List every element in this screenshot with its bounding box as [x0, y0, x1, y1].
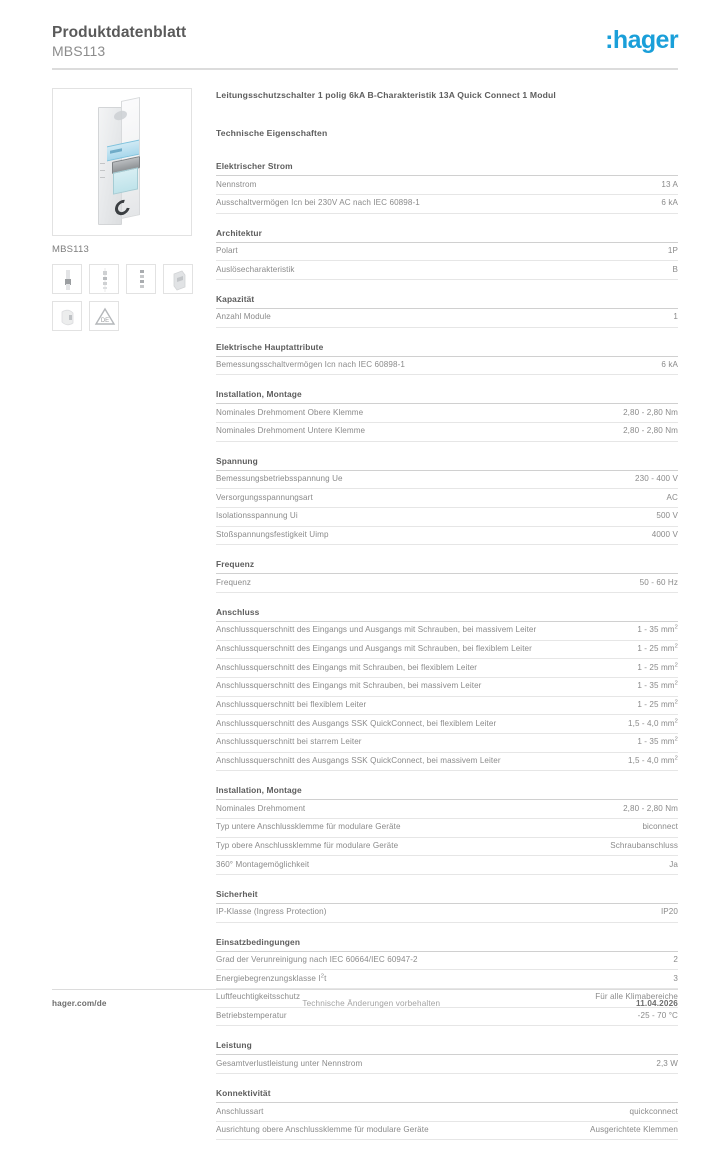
spec-row — [216, 904, 678, 923]
spec-row — [216, 659, 678, 678]
spec-label: Anschlussquerschnitt des Eingangs mit Schrauben, bei flexiblem Leiter — [216, 662, 478, 672]
spec-value: 6 kA — [661, 360, 678, 370]
spec-label: Anschlussquerschnitt des Eingangs und Ausgangs mit Schrauben, bei flexiblem Leiter — [216, 644, 532, 654]
spec-value: quickconnect — [629, 1106, 678, 1116]
spec-label: Anschlussquerschnitt des Ausgangs SSK QuickConnect, bei massivem Leiter — [216, 756, 501, 766]
spec-section-title: Leistung — [216, 1040, 678, 1055]
spec-value: 13 A — [661, 179, 678, 189]
product-description: Leitungsschutzschalter 1 polig 6kA B-Charakteristik 13A Quick Connect 1 Modul — [216, 90, 556, 100]
technical-properties-heading: Technische Eigenschaften — [216, 128, 328, 139]
header-divider — [52, 68, 678, 70]
spec-row — [216, 819, 678, 838]
spec-row — [216, 243, 678, 262]
spec-row — [216, 952, 678, 971]
spec-section — [216, 389, 678, 441]
product-image — [52, 88, 192, 236]
spec-label: Nominales Drehmoment Untere Klemme — [216, 426, 366, 436]
spec-row — [216, 471, 678, 490]
spec-value: 1 - 25 $mm^2$ — [637, 699, 678, 710]
spec-value: 1 - 25 $mm^2$ — [637, 662, 678, 672]
spec-value: 2,80 - 2,80 Nm — [623, 803, 678, 813]
thumb-dimension-drawing[interactable] — [89, 264, 119, 294]
spec-label: Energiebegrenzungsklasse $I^2t$ — [216, 973, 327, 983]
circuit-breaker-illustration — [98, 101, 142, 225]
product-media-column — [52, 88, 192, 331]
spec-label: Gesamtverlustleistung unter Nennstrom — [216, 1058, 363, 1068]
spec-label: Anschlussart — [216, 1106, 264, 1116]
spec-value: 1 - 35 $mm^2$ — [637, 680, 678, 691]
specifications-column — [216, 90, 678, 1154]
spec-row — [216, 1055, 678, 1074]
spec-row — [216, 838, 678, 857]
spec-label: IP-Klasse (Ingress Protection) — [216, 907, 327, 917]
spec-section-title: Frequenz — [216, 559, 678, 574]
spec-label: Ausschaltvermögen Icn bei 230V AC nach IEC 60898-1 — [216, 198, 420, 208]
spec-section-title: Einsatzbedingungen — [216, 937, 678, 952]
spec-label: Nominales Drehmoment — [216, 803, 306, 813]
thumb-mounting-detail[interactable] — [52, 301, 82, 331]
spec-section — [216, 607, 678, 771]
spec-section-title: Sicherheit — [216, 889, 678, 904]
spec-value: 50 - 60 Hz — [639, 577, 678, 587]
spec-section — [216, 161, 678, 213]
spec-label: Luftfeuchtigkeitsschutz — [216, 992, 301, 1002]
spec-section — [216, 342, 678, 376]
spec-section — [216, 937, 678, 1027]
spec-label: Frequenz — [216, 577, 251, 587]
product-image-caption: MBS113 — [52, 244, 89, 255]
spec-value: 500 V — [656, 511, 678, 521]
spec-row — [216, 678, 678, 697]
spec-value: Ausgerichtete Klemmen — [589, 1125, 678, 1135]
spec-row — [216, 753, 678, 772]
page-title: Produktdatenblatt — [52, 24, 187, 41]
footer-divider — [52, 989, 678, 990]
spec-label: Typ untere Anschlussklemme für modulare Geräte — [216, 822, 401, 832]
spec-label: Typ obere Anschlussklemme für modulare Geräte — [216, 841, 399, 851]
spec-row — [216, 357, 678, 376]
footer-date: 11.04.2026 — [635, 999, 678, 1008]
spec-label: Ausrichtung obere Anschlussklemme für modulare Geräte — [216, 1125, 429, 1135]
spec-value: 1 - 35 $mm^2$ — [637, 736, 678, 747]
spec-label: Anschlussquerschnitt des Eingangs und Ausgangs mit Schrauben, bei massivem Leiter — [216, 625, 537, 635]
spec-row — [216, 176, 678, 195]
spec-row — [216, 574, 678, 593]
spec-section-title: Installation, Montage — [216, 389, 678, 404]
spec-section — [216, 228, 678, 280]
thumbnail-gallery — [52, 264, 200, 331]
spec-row — [216, 195, 678, 214]
spec-label: Nominales Drehmoment Obere Klemme — [216, 407, 364, 417]
spec-label: Anschlussquerschnitt des Ausgangs SSK QuickConnect, bei flexiblem Leiter — [216, 718, 497, 728]
spec-label: Bemessungsschaltvermögen Icn nach IEC 60898-1 — [216, 360, 405, 370]
spec-row — [216, 261, 678, 280]
spec-section-title: Elektrischer Strom — [216, 161, 678, 176]
spec-value: 2 — [673, 955, 678, 965]
spec-row — [216, 622, 678, 641]
spec-row — [216, 1103, 678, 1122]
spec-section — [216, 785, 678, 875]
spec-label: Betriebstemperatur — [216, 1011, 287, 1021]
spec-value: 1P — [667, 246, 678, 256]
page-footer — [52, 999, 678, 1008]
spec-value: 3 — [673, 973, 678, 983]
footer-website[interactable]: hager.com/de — [52, 999, 107, 1008]
spec-value: biconnect — [642, 822, 678, 832]
spec-row — [216, 800, 678, 819]
spec-section — [216, 559, 678, 593]
spec-label: Anschlussquerschnitt bei flexiblem Leiter — [216, 700, 367, 710]
page-subtitle-article-number: MBS113 — [52, 43, 106, 60]
spec-label: Anschlussquerschnitt bei starrem Leiter — [216, 737, 362, 747]
spec-value: 1 - 25 $mm^2$ — [637, 643, 678, 654]
spec-label: Polart — [216, 246, 238, 256]
spec-value: 1 — [673, 312, 678, 322]
spec-row — [216, 489, 678, 508]
spec-value: 6 kA — [661, 198, 678, 208]
spec-value: 1 - 35 $mm^2$ — [637, 624, 678, 635]
spec-label: 360° Montagemöglichkeit — [216, 859, 310, 869]
thumb-certification-mark[interactable] — [89, 301, 119, 331]
footer-disclaimer: Technische Änderungen vorbehalten — [302, 999, 441, 1008]
spec-label: Grad der Verunreinigung nach IEC 60664/IEC 60947-2 — [216, 955, 418, 965]
page-header — [52, 24, 678, 70]
thumb-wiring-diagram[interactable] — [126, 264, 156, 294]
spec-value: Für alle Klimabereiche — [595, 992, 678, 1002]
spec-value: 2,80 - 2,80 Nm — [623, 407, 678, 417]
spec-section-title: Anschluss — [216, 607, 678, 622]
spec-section — [216, 456, 678, 546]
spec-row — [216, 697, 678, 716]
spec-value: 1,5 - 4,0 $mm^2$ — [628, 718, 678, 728]
spec-value: IP20 — [660, 907, 678, 917]
spec-label: Anschlussquerschnitt des Eingangs mit Schrauben, bei massivem Leiter — [216, 681, 482, 691]
spec-row — [216, 715, 678, 734]
spec-section-title: Architektur — [216, 228, 678, 243]
spec-label: Bemessungsbetriebsspannung Ue — [216, 474, 343, 484]
header-titles — [52, 24, 186, 60]
spec-row — [216, 641, 678, 660]
hager-logo — [605, 28, 678, 53]
spec-row — [216, 527, 678, 546]
spec-label: Nennstrom — [216, 179, 257, 189]
spec-value: AC — [666, 492, 678, 502]
spec-value: -25 - 70 °C — [637, 1011, 678, 1021]
spec-label: Anzahl Module — [216, 312, 271, 322]
thumb-product-front[interactable] — [52, 264, 82, 294]
svg-text:DE: DE — [100, 318, 110, 324]
spec-value: 1,5 - 4,0 $mm^2$ — [628, 755, 678, 766]
spec-section — [216, 1088, 678, 1140]
spec-section — [216, 1040, 678, 1074]
spec-row — [216, 508, 678, 527]
thumb-perspective-view[interactable] — [163, 264, 193, 294]
spec-value: Schraubanschluss — [610, 841, 678, 851]
spec-row — [216, 1122, 678, 1141]
spec-value: 4000 V — [651, 530, 678, 540]
spec-label: Auslösecharakteristik — [216, 264, 295, 274]
spec-label: Stoßspannungsfestigkeit Uimp — [216, 530, 329, 540]
spec-value: B — [672, 264, 678, 274]
spec-section — [216, 294, 678, 328]
spec-value: 2,80 - 2,80 Nm — [623, 426, 678, 436]
spec-section-title: Installation, Montage — [216, 785, 678, 800]
spec-section — [216, 889, 678, 923]
spec-label: Isolationsspannung Ui — [216, 511, 298, 521]
spec-sections — [216, 161, 678, 1140]
spec-section-title: Kapazität — [216, 294, 678, 309]
spec-row — [216, 856, 678, 875]
spec-row — [216, 734, 678, 753]
spec-value: 230 - 400 V — [635, 474, 678, 484]
spec-row — [216, 423, 678, 442]
spec-section-title: Spannung — [216, 456, 678, 471]
spec-label: Versorgungsspannungsart — [216, 492, 313, 502]
spec-value: Ja — [669, 859, 678, 869]
logo-colon-icon: : — [605, 26, 613, 54]
spec-section-title: Konnektivität — [216, 1088, 678, 1103]
spec-row — [216, 970, 678, 989]
spec-row — [216, 404, 678, 423]
spec-row — [216, 309, 678, 328]
spec-section-title: Elektrische Hauptattribute — [216, 342, 678, 357]
logo-wordmark: hager — [612, 26, 678, 54]
spec-value: 2,3 W — [656, 1058, 678, 1068]
